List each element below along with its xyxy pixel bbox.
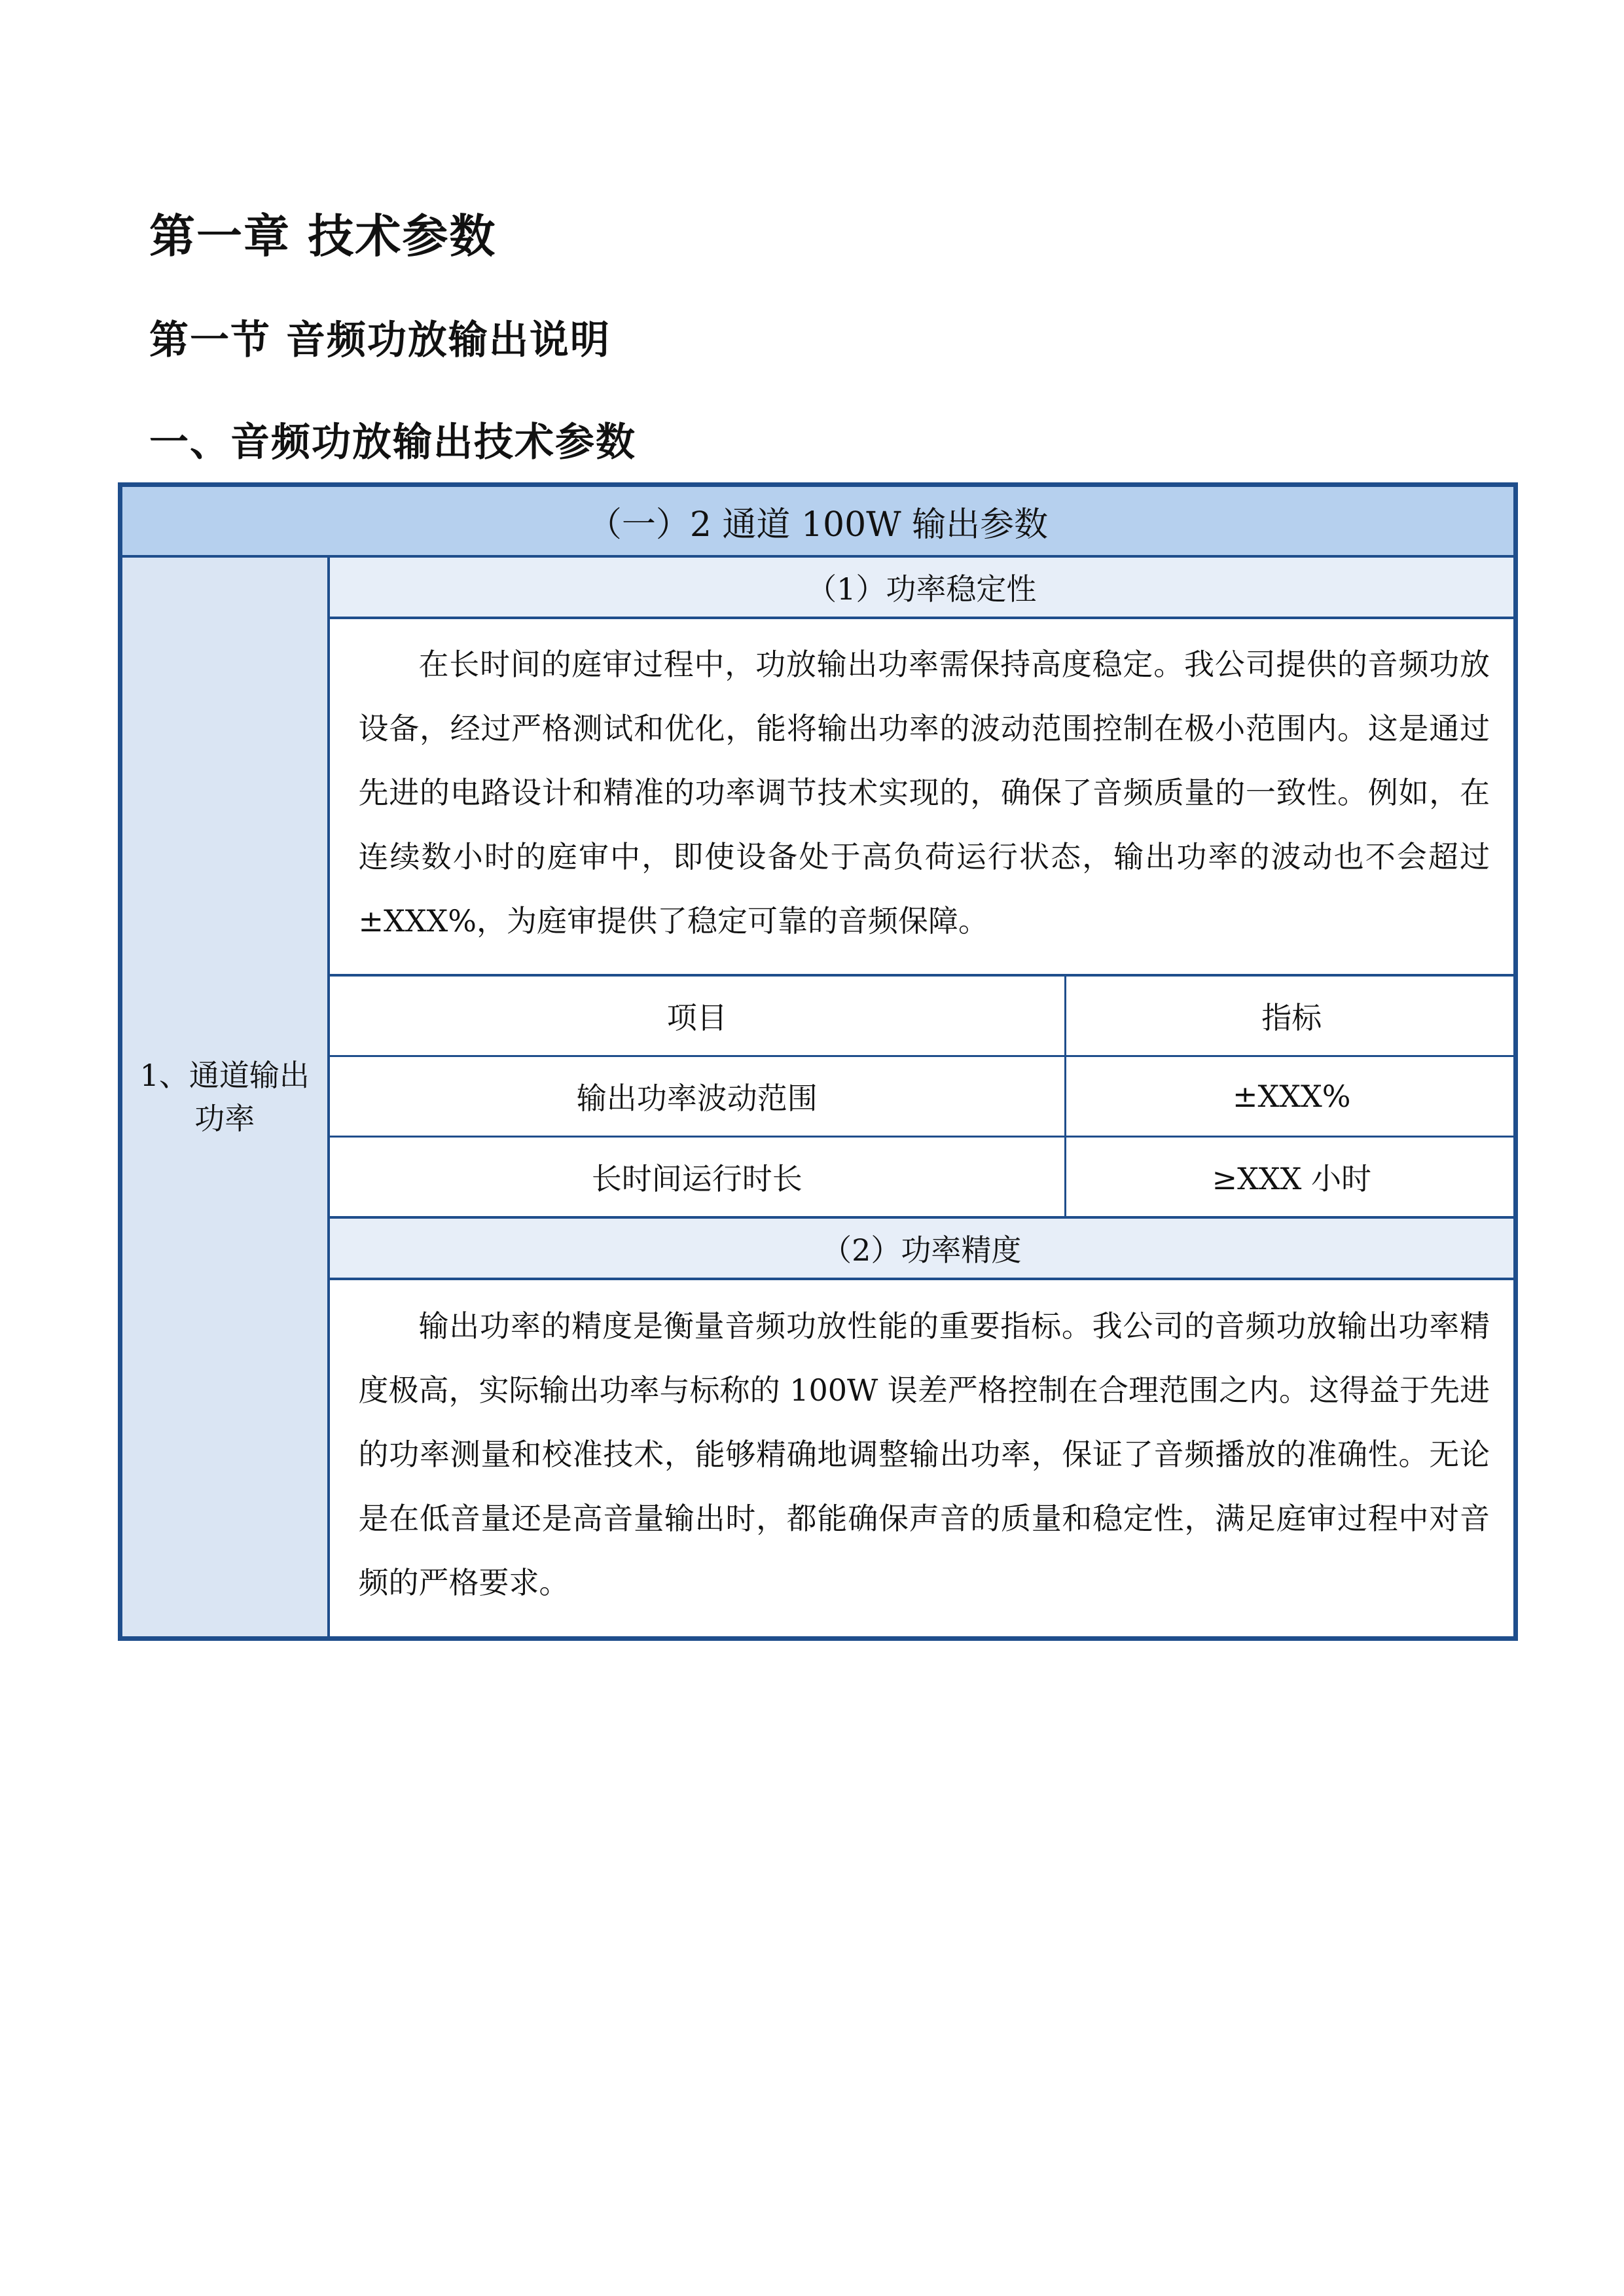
subsection-heading: 一、音频功放输出技术参数 [149,420,636,465]
table-row [330,1056,1517,1137]
power-stability-heading: （1）功率稳定性 [329,556,1516,618]
metrics-cell [329,975,1516,1217]
table-row [330,1137,1517,1217]
metric-name: 输出功率波动范围 [330,1056,1066,1137]
metric-value: ≥XXX 小时 [1066,1137,1517,1217]
chapter-heading: 第一章 技术参数 [149,209,497,263]
power-accuracy-heading: （2）功率精度 [329,1217,1516,1279]
metric-name: 长时间运行时长 [330,1137,1066,1217]
power-stability-paragraph: 在长时间的庭审过程中，功放输出功率需保持高度稳定。我公司提供的音频功放设备，经过严格测试和优化，能将输出功率的波动范围控制在极小范围内。这是通过先进的电路设计和精准的功率调节技术实现的，确保了音频质量的一致性。例如，在连续数小时的庭审中，即使设备处于高负荷运行状态，输出功率的波动也不会超过±XXX%，为庭审提供了稳定可靠的音频保障。 [329,618,1516,975]
metrics-header-item: 项目 [330,977,1066,1056]
spec-table [118,482,1518,1641]
section-heading: 第一节 音频功放输出说明 [149,317,611,363]
power-accuracy-paragraph: 输出功率的精度是衡量音频功放性能的重要指标。我公司的音频功放输出功率精度极高，实际输出功率与标称的 100W 误差严格控制在合理范围之内。这得益于先进的功率测量和校准技术，能够精确地调整输出功率，保证了音频播放的准确性。无论是在低音量还是高音量输出时，都能确保声音的质量和稳定性，满足庭审过程中对音频的严格要求。 [329,1279,1516,1639]
table-title: （一）2 通道 100W 输出参数 [120,485,1516,557]
metrics-header-indicator: 指标 [1066,977,1517,1056]
metrics-header-row [330,977,1517,1056]
row-label-channel-power: 1、通道输出功率 [120,556,329,1639]
metrics-table [330,977,1517,1216]
metric-value: ±XXX% [1066,1056,1517,1137]
